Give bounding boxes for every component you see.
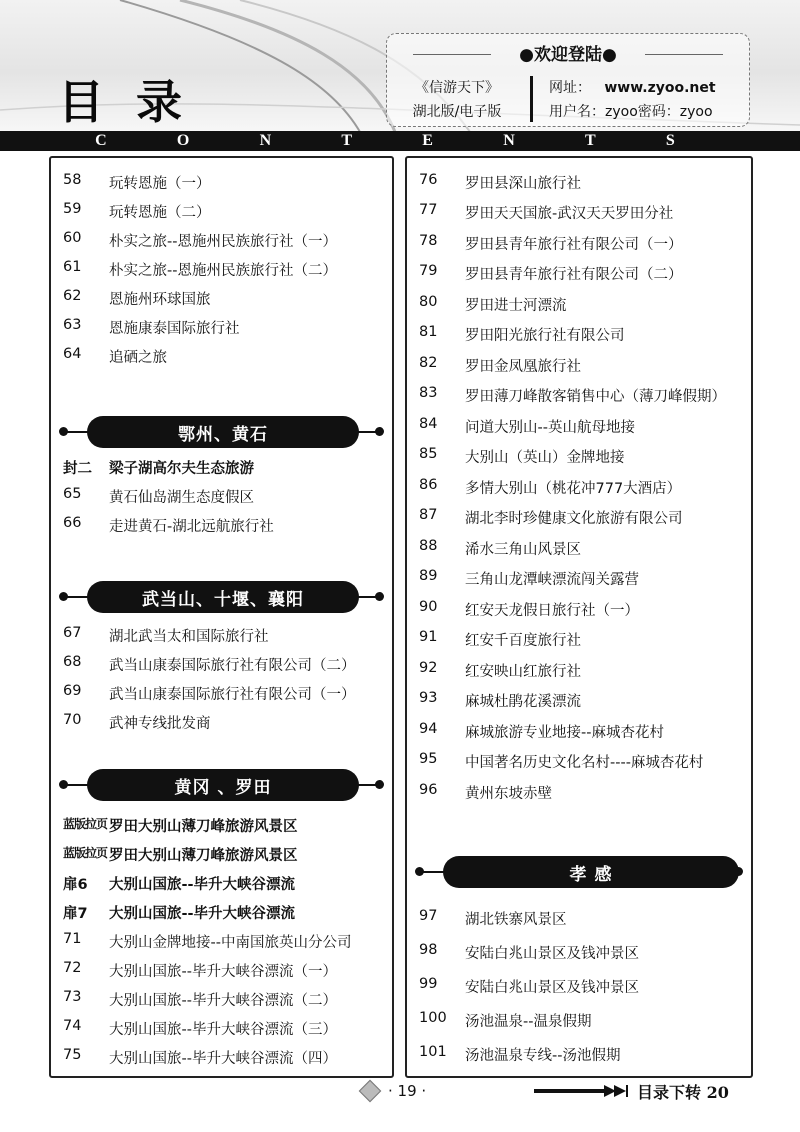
contents-letter: T: [585, 132, 596, 149]
toc-entry[interactable]: 86 多情大别山（桃花冲777大酒店）: [419, 477, 682, 497]
toc-entry[interactable]: 88 浠水三角山风景区: [419, 538, 581, 558]
toc-entry[interactable]: 99 安陆白兆山景区及钱冲景区: [419, 976, 639, 996]
toc-entry[interactable]: 97 湖北铁寨风景区: [419, 908, 567, 928]
toc-entry[interactable]: 91 红安千百度旅行社: [419, 629, 581, 649]
brand-block: [397, 76, 517, 124]
toc-entry[interactable]: 扉6 大别山国旅--毕升大峡谷漂流: [63, 877, 296, 893]
toc-entry[interactable]: 68 武当山康泰国际旅行社有限公司（二）: [63, 654, 356, 674]
toc-entry[interactable]: 64 追硒之旅: [63, 346, 167, 366]
section-title: 黄冈 、罗田: [87, 769, 359, 801]
contents-letter: C: [95, 132, 107, 149]
login-title: ●欢迎登陆●: [387, 40, 749, 65]
left-contents-column: [49, 156, 394, 1078]
section-title: 武当山、十堰、襄阳: [87, 581, 359, 613]
toc-entry[interactable]: 98 安陆白兆山景区及钱冲景区: [419, 942, 639, 962]
toc-entry[interactable]: 76 罗田县深山旅行社: [419, 172, 581, 192]
contents-banner: [0, 131, 800, 151]
toc-entry[interactable]: 94 麻城旅游专业地接--麻城杏花村: [419, 721, 664, 741]
toc-entry[interactable]: 蓝版拉页 罗田大别山薄刀峰旅游风景区: [63, 817, 298, 835]
toc-entry[interactable]: 60 朴实之旅--恩施州民族旅行社（一）: [63, 230, 337, 250]
contents-letter: E: [422, 132, 433, 149]
toc-entry[interactable]: 59 玩转恩施（二）: [63, 201, 211, 221]
toc-entry[interactable]: 84 问道大别山--英山航母地接: [419, 416, 635, 436]
right-contents-column: [405, 156, 753, 1078]
toc-entry[interactable]: 69 武当山康泰国际旅行社有限公司（一）: [63, 683, 356, 703]
toc-entry[interactable]: 67 湖北武当太和国际旅行社: [63, 625, 269, 645]
arrow-right-icon: [534, 1085, 628, 1097]
toc-entry[interactable]: 72 大别山国旅--毕升大峡谷漂流（一）: [63, 960, 337, 980]
section-header-ezhou-huangshi: [63, 416, 380, 448]
section-title: 鄂州、黄石: [87, 416, 359, 448]
section-header-xiaogan: [419, 856, 739, 888]
toc-entry[interactable]: 蓝版拉页 罗田大别山薄刀峰旅游风景区: [63, 846, 298, 864]
toc-entry[interactable]: 70 武神专线批发商: [63, 712, 211, 732]
contents-letter: N: [503, 132, 515, 149]
toc-entry[interactable]: 63 恩施康泰国际旅行社: [63, 317, 240, 337]
page-number-text: · 19 ·: [388, 1082, 427, 1100]
toc-entry[interactable]: 95 中国著名历史文化名村----麻城杏花村: [419, 751, 704, 771]
toc-entry[interactable]: 75 大别山国旅--毕升大峡谷漂流（四）: [63, 1047, 337, 1067]
contents-letter: S: [665, 132, 675, 149]
toc-entry[interactable]: 87 湖北李时珍健康文化旅游有限公司: [419, 507, 683, 527]
toc-entry[interactable]: 93 麻城杜鹃花溪漂流: [419, 690, 581, 710]
toc-entry[interactable]: 77 罗田天天国旅-武汉天天罗田分社: [419, 202, 674, 222]
brand-name: 《信游天下》: [415, 80, 499, 96]
toc-entry[interactable]: 89 三角山龙潭峡漂流闯关露营: [419, 568, 639, 588]
toc-entry[interactable]: 73 大别山国旅--毕升大峡谷漂流（二）: [63, 989, 337, 1009]
toc-entry[interactable]: 78 罗田县青年旅行社有限公司（一）: [419, 233, 683, 253]
section-header-wudangshan-shiyan-xiangyang: [63, 581, 380, 613]
toc-entry[interactable]: 71 大别山金牌地接--中南国旅英山分公司: [63, 931, 352, 951]
login-info-box: [386, 33, 750, 127]
toc-entry[interactable]: 79 罗田县青年旅行社有限公司（二）: [419, 263, 683, 283]
login-details: [549, 76, 716, 124]
toc-entry[interactable]: 101 汤池温泉专线--汤池假期: [419, 1044, 621, 1064]
toc-entry[interactable]: 58 玩转恩施（一）: [63, 172, 211, 192]
toc-entry[interactable]: 82 罗田金凤凰旅行社: [419, 355, 581, 375]
toc-entry[interactable]: 85 大别山（英山）金牌地接: [419, 446, 625, 466]
page-number: [362, 1082, 426, 1100]
toc-entry[interactable]: 96 黄州东坡赤壁: [419, 782, 552, 802]
next-page-link[interactable]: 目录下转 20: [637, 1083, 729, 1102]
section-title: 孝 感: [443, 856, 739, 888]
diamond-icon: [359, 1080, 382, 1103]
toc-entry[interactable]: 65 黄石仙岛湖生态度假区: [63, 486, 254, 506]
edition-label: 湖北版/电子版: [412, 104, 502, 120]
toc-entry[interactable]: 62 恩施州环球国旅: [63, 288, 211, 308]
contents-letter: T: [341, 132, 353, 149]
page-title: 目 录: [58, 75, 191, 129]
toc-entry[interactable]: 81 罗田阳光旅行社有限公司: [419, 324, 625, 344]
contents-letter: O: [176, 132, 190, 149]
section-header-huanggang-luotian: [63, 769, 380, 801]
toc-entry[interactable]: 80 罗田进士河漂流: [419, 294, 567, 314]
contents-letter: N: [259, 132, 272, 149]
account-info: 用户名：zyoo密码：zyoo: [549, 104, 713, 120]
toc-entry[interactable]: 61 朴实之旅--恩施州民族旅行社（二）: [63, 259, 337, 279]
toc-entry[interactable]: 90 红安天龙假日旅行社（一）: [419, 599, 639, 619]
toc-entry[interactable]: 92 红安映山红旅行社: [419, 660, 581, 680]
toc-entry[interactable]: 扉7 大别山国旅--毕升大峡谷漂流: [63, 906, 296, 922]
toc-entry[interactable]: 封二 梁子湖高尔夫生态旅游: [63, 461, 254, 477]
toc-entry[interactable]: 83 罗田薄刀峰散客销售中心（薄刀峰假期）: [419, 385, 726, 405]
login-divider: [530, 76, 533, 122]
toc-entry[interactable]: 74 大别山国旅--毕升大峡谷漂流（三）: [63, 1018, 337, 1038]
website-label: 网址：: [549, 80, 591, 96]
toc-entry[interactable]: 100 汤池温泉--温泉假期: [419, 1010, 592, 1030]
website-link[interactable]: www.zyoo.net: [604, 80, 716, 96]
toc-entry[interactable]: 66 走进黄石-湖北远航旅行社: [63, 515, 274, 535]
